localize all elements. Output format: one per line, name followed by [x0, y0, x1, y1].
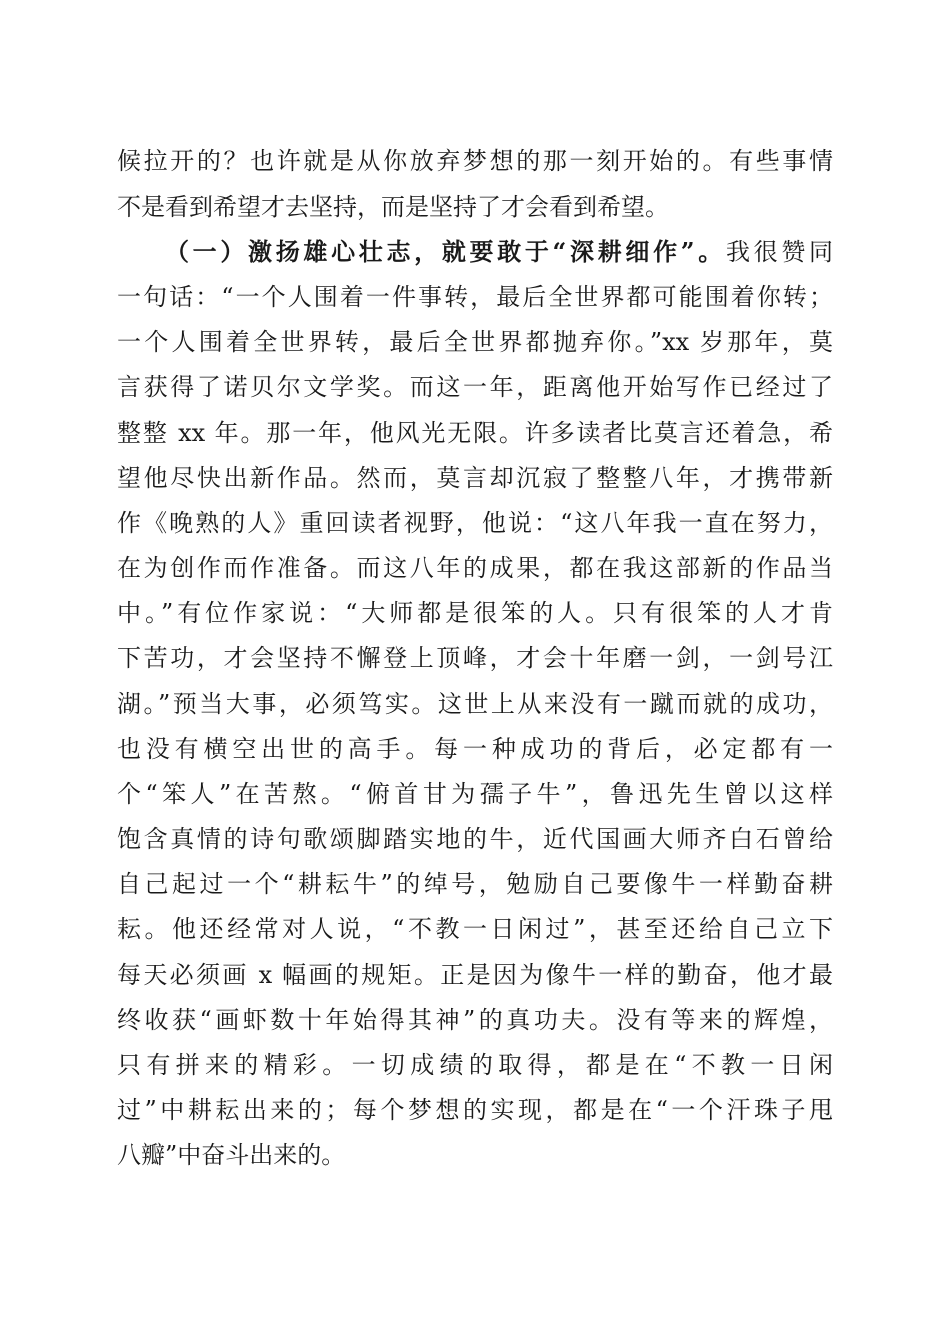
text-line: 只有拼来的精彩。一切成绩的取得，都是在“不教一日闲 [117, 1051, 833, 1079]
text-line: 整整 xx 年。那一年，他风光无限。许多读者比莫言还着急，希 [117, 419, 833, 447]
text-line: 望他尽快出新作品。然而，莫言却沉寂了整整八年，才携带新 [117, 464, 833, 492]
text-line: 耘。他还经常对人说，“不教一日闲过”，甚至还给自己立下 [117, 915, 833, 943]
text-line: 八瓣”中奋斗出来的。 [117, 1141, 346, 1169]
text-line: 下苦功，才会坚持不懈登上顶峰，才会十年磨一剑，一剑号江 [117, 644, 833, 672]
text-line: 过”中耕耘出来的；每个梦想的实现，都是在“一个汗珠子甩 [117, 1096, 833, 1124]
text-line: 饱含真情的诗句歌颂脚踏实地的牛，近代国画大师齐白石曾给 [117, 825, 833, 853]
text-line: 一个人围着全世界转，最后全世界都抛弃你。”xx 岁那年，莫 [117, 328, 833, 356]
section-heading-line [165, 232, 833, 272]
text-line: 中。”有位作家说：“大师都是很笨的人。只有很笨的人才肯 [117, 599, 833, 627]
text-segment: 我很赞同 [725, 238, 833, 266]
text-line: 自己起过一个“耕耘牛”的绰号，勉励自己要像牛一样勤奋耕 [117, 870, 833, 898]
text-line: 一句话：“一个人围着一件事转，最后全世界都可能围着你转； [117, 283, 833, 311]
text-line: 候拉开的？也许就是从你放弃梦想的那一刻开始的。有些事情 [117, 147, 833, 175]
text-line: 不是看到希望才去坚持，而是坚持了才会看到希望。 [117, 193, 669, 221]
text-line: 终收获“画虾数十年始得其神”的真功夫。没有等来的辉煌， [117, 1006, 833, 1034]
text-line: 言获得了诺贝尔文学奖。而这一年，距离他开始写作已经过了 [117, 373, 833, 401]
text-line: 每天必须画 x 幅画的规矩。正是因为像牛一样的勤奋，他才最 [117, 961, 833, 989]
text-line: 个“笨人”在苦熬。“俯首甘为孺子牛”，鲁迅先生曾以这样 [117, 780, 833, 808]
text-line: 在为创作而作准备。而这八年的成果，都在我这部新的作品当 [117, 554, 833, 582]
text-line: 也没有横空出世的高手。每一种成功的背后，必定都有一 [117, 735, 833, 763]
text-line: 作《晚熟的人》重回读者视野，他说：“这八年我一直在努力， [117, 509, 833, 537]
text-line: 湖。”预当大事，必须笃实。这世上从来没有一蹴而就的成功， [117, 690, 833, 718]
section-heading: （一）激扬雄心壮志，就要敢于“深耕细作”。 [165, 237, 726, 266]
